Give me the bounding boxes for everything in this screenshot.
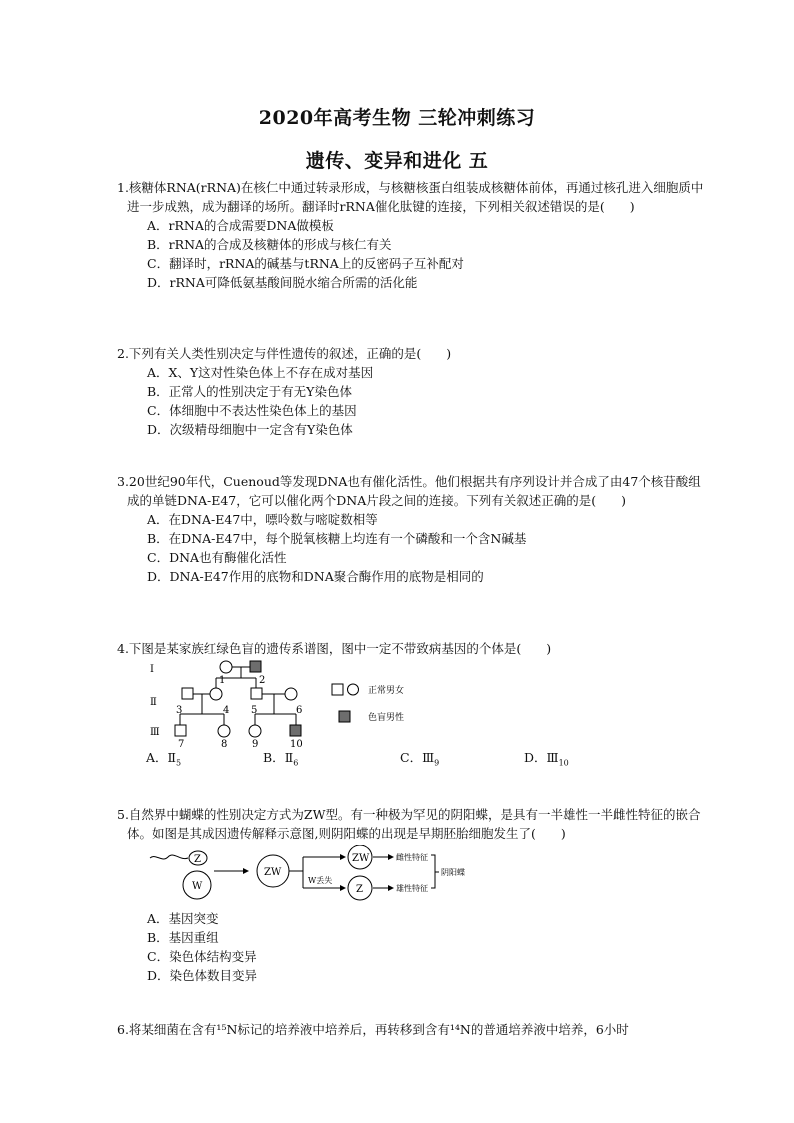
option-roman: Ⅲ xyxy=(422,750,435,765)
question-2-option-b: B．正常人的性别决定于有无Y染色体 xyxy=(147,384,352,399)
question-4-option-c xyxy=(400,748,439,768)
question-1-option-d: D．rRNA可降低氨基酸间脱水缩合所需的活化能 xyxy=(147,275,418,290)
legend-normal-label: 正常男女 xyxy=(368,686,405,696)
pedigree-male-7 xyxy=(175,725,186,736)
loss-label: W丢失 xyxy=(308,876,333,885)
question-6 xyxy=(117,1020,707,1039)
individual-label-5: 5 xyxy=(251,705,258,716)
generation-label-1: Ⅰ xyxy=(150,664,154,675)
question-4-options xyxy=(0,748,794,768)
female-trait-label: 雌性特征 xyxy=(396,853,428,862)
question-5-option-d: D．染色体数目变异 xyxy=(147,968,258,983)
pedigree-female-9 xyxy=(249,725,261,737)
individual-label-6: 6 xyxy=(296,705,303,716)
cell-top-label: ZW xyxy=(352,853,370,864)
sperm-tail xyxy=(150,855,188,859)
pedigree-female-8 xyxy=(218,725,230,737)
option-sub: 6 xyxy=(293,758,299,768)
question-5 xyxy=(117,805,707,843)
question-3-option-a: A．在DNA-E47中，嘌呤数与嘧啶数相等 xyxy=(147,512,378,527)
option-sub: 10 xyxy=(558,758,569,768)
pedigree-male-10-affected xyxy=(290,725,301,736)
male-trait-label: 雄性特征 xyxy=(396,884,428,893)
pedigree-female-4 xyxy=(210,688,222,700)
legend-normal-female-icon xyxy=(348,684,359,695)
question-2-stem: 2.下列有关人类性别决定与伴性遗传的叙述，正确的是( ) xyxy=(117,346,452,361)
question-2-option-a: A．X、Y这对性染色体上不存在成对基因 xyxy=(147,365,374,380)
question-4-option-d xyxy=(524,748,569,768)
option-roman: Ⅱ xyxy=(167,750,177,765)
zygote-label: ZW xyxy=(264,867,282,878)
question-4-option-b xyxy=(263,748,298,768)
pedigree-male-3 xyxy=(182,688,193,699)
generation-label-2: Ⅱ xyxy=(150,697,157,708)
question-3-option-c: C．DNA也有酶催化活性 xyxy=(147,550,287,565)
individual-label-9: 9 xyxy=(252,739,259,750)
individual-label-1: 1 xyxy=(219,675,226,686)
individual-label-7: 7 xyxy=(178,739,185,750)
individual-label-8: 8 xyxy=(221,739,228,750)
question-4-stem: 4.下图是某家族红绿色盲的遗传系谱图，图中一定不带致病基因的个体是( ) xyxy=(117,641,552,656)
legend-affected-male-icon xyxy=(339,711,350,722)
question-6-stem: 6.将某细菌在含有¹⁵N标记的培养液中培养后，再转移到含有¹⁴N的普通培养液中培养，6小时 xyxy=(117,1022,629,1037)
question-3-stem: 3.20世纪90年代，Cuenoud等发现DNA也有催化活性。他们根据共有序列设计并合成了由47个核苷酸组成的单链DNA-E47，它可以催化两个DNA片段之间的连接。下列有关叙述正确的是( ) xyxy=(117,474,701,508)
cell-bottom-label: Z xyxy=(356,884,363,895)
question-1-stem: 1.核糖体RNA(rRNA)在核仁中通过转录形成，与核糖核蛋白组装成核糖体前体，再通过核孔进入细胞质中进一步成熟，成为翻译的场所。翻译时rRNA催化肽键的连接，下列相关叙述错误的是( ) xyxy=(117,180,704,214)
option-letter: C． xyxy=(400,750,423,765)
question-1 xyxy=(117,178,707,292)
question-4-option-a xyxy=(146,748,181,768)
egg-label: W xyxy=(192,881,203,892)
question-2 xyxy=(117,344,707,439)
question-2-option-d: D．次级精母细胞中一定含有Y染色体 xyxy=(147,422,353,437)
legend-affected-label: 色盲男性 xyxy=(368,713,405,723)
result-brace xyxy=(431,855,439,888)
generation-label-3: Ⅲ xyxy=(150,727,160,738)
pedigree-male-2-affected xyxy=(250,661,261,672)
option-letter: A． xyxy=(146,750,168,765)
pedigree-female-1 xyxy=(220,661,232,673)
option-letter: B． xyxy=(263,750,285,765)
page-title: 2020年高考生物 三轮冲刺练习 xyxy=(258,107,536,129)
pedigree-female-6 xyxy=(285,688,297,700)
individual-label-2: 2 xyxy=(259,675,266,686)
question-2-option-c: C．体细胞中不表达性染色体上的基因 xyxy=(147,403,357,418)
option-roman: Ⅲ xyxy=(546,750,559,765)
option-letter: D． xyxy=(524,750,547,765)
pedigree-chart xyxy=(140,655,440,750)
question-5-option-a: A．基因突变 xyxy=(147,911,219,926)
option-roman: Ⅱ xyxy=(284,750,294,765)
individual-label-4: 4 xyxy=(223,705,230,716)
legend-normal-male-icon xyxy=(332,684,343,695)
question-5-stem: 5.自然界中蝴蝶的性别决定方式为ZW型。有一种极为罕见的阴阳蝶，是具有一半雄性一半雌性特征的嵌合体。如图是其成因遗传解释示意图,则阴阳蝶的出现是早期胚胎细胞发生了( ) xyxy=(117,807,701,841)
option-sub: 5 xyxy=(176,758,182,768)
result-label: 阴阳蝶 xyxy=(441,868,465,877)
option-sub: 9 xyxy=(434,758,440,768)
question-5-option-b: B．基因重组 xyxy=(147,930,219,945)
individual-label-10: 10 xyxy=(290,739,303,750)
pedigree-male-5 xyxy=(251,688,262,699)
question-1-option-c: C．翻译时，rRNA的碱基与tRNA上的反密码子互补配对 xyxy=(147,256,464,271)
sperm-label: Z xyxy=(194,854,201,865)
question-5-option-c: C．染色体结构变异 xyxy=(147,949,257,964)
page-subtitle: 遗传、变异和进化 五 xyxy=(305,150,489,172)
question-1-option-a: A．rRNA的合成需要DNA做模板 xyxy=(147,218,334,233)
question-3-option-d: D．DNA-E47作用的底物和DNA聚合酶作用的底物是相同的 xyxy=(147,569,484,584)
butterfly-diagram xyxy=(148,845,478,907)
question-3 xyxy=(117,472,707,586)
question-5-options xyxy=(117,909,707,985)
individual-label-3: 3 xyxy=(176,705,183,716)
question-1-option-b: B．rRNA的合成及核糖体的形成与核仁有关 xyxy=(147,237,392,252)
question-3-option-b: B．在DNA-E47中，每个脱氧核糖上均连有一个磷酸和一个含N碱基 xyxy=(147,531,527,546)
